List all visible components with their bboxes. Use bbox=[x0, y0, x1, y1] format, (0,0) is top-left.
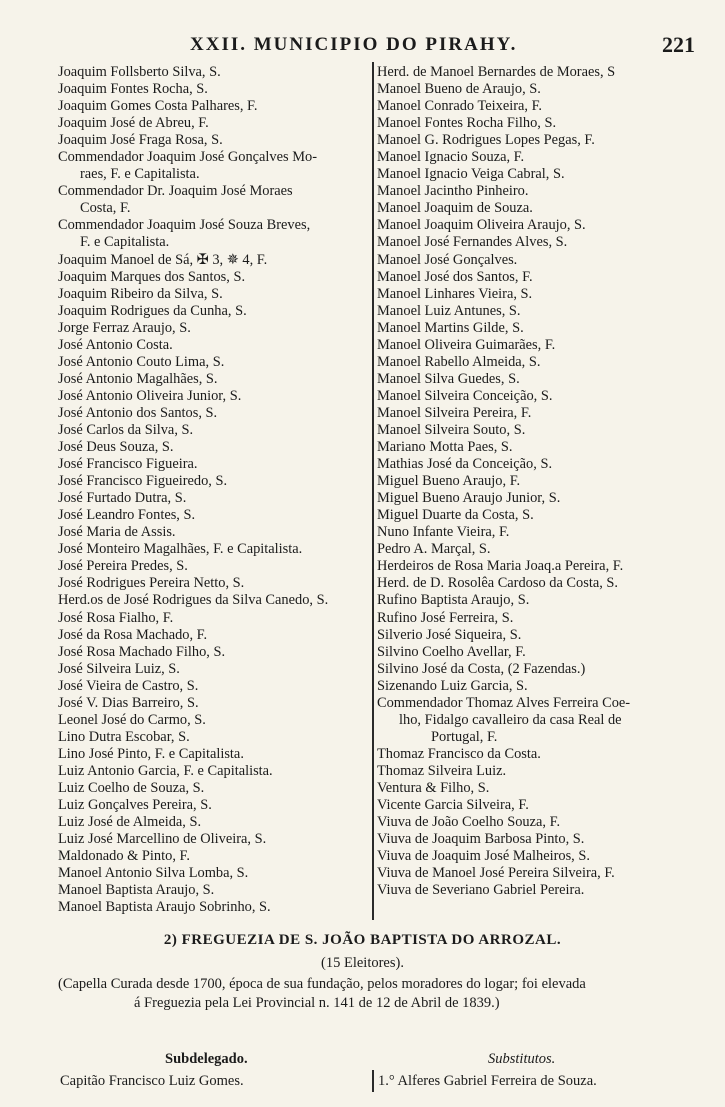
name-entry: Rufino Baptista Araujo, S. bbox=[377, 592, 530, 609]
name-entry: José Carlos da Silva, S. bbox=[58, 421, 194, 438]
name-entry: José Antonio dos Santos, S. bbox=[58, 404, 218, 421]
electors-count: (15 Eleitores). bbox=[321, 955, 404, 971]
name-entry: José Rodrigues Pereira Netto, S. bbox=[58, 575, 245, 592]
name-entry: Manoel Bueno de Araujo, S. bbox=[377, 81, 541, 98]
name-entry: Joaquim José Fraga Rosa, S. bbox=[58, 132, 223, 149]
name-entry: Manoel Jacintho Pinheiro. bbox=[377, 183, 529, 200]
name-entry: Manoel Oliveira Guimarães, F. bbox=[377, 336, 556, 353]
name-entry: Lino José Pinto, F. e Capitalista. bbox=[58, 745, 244, 762]
name-entry: Manoel Luiz Antunes, S. bbox=[377, 302, 521, 319]
name-entry: Manoel Ignacio Veiga Cabral, S. bbox=[377, 166, 565, 183]
name-entry: Manoel Baptista Araujo, S. bbox=[58, 882, 215, 899]
name-entry: Joaquim Manoel de Sá, ✠ 3, ✵ 4, F. bbox=[58, 251, 268, 268]
name-entry: Joaquim Fontes Rocha, S. bbox=[58, 81, 208, 98]
name-entry: Ventura & Filho, S. bbox=[377, 779, 490, 796]
name-entry: Silvino José da Costa, (2 Fazendas.) bbox=[377, 660, 586, 677]
name-entry: F. e Capitalista. bbox=[80, 234, 170, 251]
name-entry: Miguel Duarte da Costa, S. bbox=[377, 507, 534, 524]
name-entry: Herd. de Manoel Bernardes de Moraes, S bbox=[377, 64, 616, 80]
name-entry: José Monteiro Magalhães, F. e Capitalista. bbox=[58, 541, 303, 558]
name-entry: Portugal, F. bbox=[431, 728, 498, 745]
name-entry: Nuno Infante Vieira, F. bbox=[377, 524, 510, 541]
name-entry: Joaquim Ribeiro da Silva, S. bbox=[58, 285, 223, 302]
name-entry: José Francisco Figueiredo, S. bbox=[58, 473, 228, 490]
name-entry: José Antonio Costa. bbox=[58, 336, 173, 353]
name-entry: Manoel Fontes Rocha Filho, S. bbox=[377, 115, 557, 132]
name-entry: Commendador Joaquim José Gonçalves Mo- bbox=[58, 149, 317, 166]
name-entry: José Rosa Machado Filho, S. bbox=[58, 643, 226, 660]
name-entry: Joaquim Follsberto Silva, S. bbox=[58, 64, 221, 80]
subdelegado-name: Capitão Francisco Luiz Gomes. bbox=[60, 1073, 244, 1089]
name-entry: Manoel Baptista Araujo Sobrinho, S. bbox=[58, 899, 271, 916]
name-entry: Commendador Joaquim José Souza Breves, bbox=[58, 217, 311, 234]
name-entry: Manoel Antonio Silva Lomba, S. bbox=[58, 865, 249, 882]
name-entry: Manoel Rabello Almeida, S. bbox=[377, 353, 541, 370]
name-entry: José Antonio Oliveira Junior, S. bbox=[58, 387, 242, 404]
name-entry: Herd.os de José Rodrigues da Silva Canedo, S. bbox=[58, 592, 329, 609]
header-title: XXII. MUNICIPIO DO PIRAHY. bbox=[190, 34, 518, 55]
name-entry: Luiz José de Almeida, S. bbox=[58, 814, 202, 831]
name-entry: Manoel Martins Gilde, S. bbox=[377, 319, 524, 336]
name-entry: Manoel José dos Santos, F. bbox=[377, 268, 533, 285]
name-entry: José Pereira Predes, S. bbox=[58, 558, 188, 575]
name-entry: Mathias José da Conceição, S. bbox=[377, 456, 553, 473]
name-entry: Viuva de Severiano Gabriel Pereira. bbox=[377, 882, 585, 899]
name-entry: José Furtado Dutra, S. bbox=[58, 490, 187, 507]
name-entry: Manoel Silveira Pereira, F. bbox=[377, 404, 532, 421]
name-entry: Joaquim Rodrigues da Cunha, S. bbox=[58, 302, 247, 319]
name-entry: Vicente Garcia Silveira, F. bbox=[377, 797, 529, 814]
name-entry: Viuva de Joaquim José Malheiros, S. bbox=[377, 848, 590, 865]
name-entry: Manoel G. Rodrigues Lopes Pegas, F. bbox=[377, 132, 595, 149]
parish-description bbox=[58, 975, 698, 1013]
name-entry: José da Rosa Machado, F. bbox=[58, 626, 208, 643]
description-line: (Capella Curada desde 1700, época de sua fundação, pelos moradores do logar; foi elevada bbox=[58, 976, 586, 992]
name-entry: Thomaz Silveira Luiz. bbox=[377, 762, 507, 779]
name-entry: Joaquim José de Abreu, F. bbox=[58, 115, 209, 132]
subdelegado-label: Subdelegado. bbox=[165, 1051, 248, 1067]
name-entry: José V. Dias Barreiro, S. bbox=[58, 694, 199, 711]
name-entry: José Francisco Figueira. bbox=[58, 456, 198, 473]
name-entry: Silvino Coelho Avellar, F. bbox=[377, 643, 526, 660]
name-entry: Manoel Conrado Teixeira, F. bbox=[377, 98, 543, 115]
page-number: 221 bbox=[662, 32, 695, 57]
name-entry: José Deus Souza, S. bbox=[58, 439, 174, 456]
name-entry: Manoel Ignacio Souza, F. bbox=[377, 149, 525, 166]
name-entry: José Antonio Magalhães, S. bbox=[58, 370, 218, 387]
name-entry: raes, F. e Capitalista. bbox=[80, 166, 200, 183]
column-divider bbox=[372, 62, 374, 920]
name-entry: Herdeiros de Rosa Maria Joaq.a Pereira, F. bbox=[377, 558, 624, 575]
name-entry: Luiz José Marcellino de Oliveira, S. bbox=[58, 831, 267, 848]
right-name-column bbox=[377, 64, 697, 899]
name-entry: Luiz Coelho de Souza, S. bbox=[58, 779, 205, 796]
name-entry: Viuva de Manoel José Pereira Silveira, F. bbox=[377, 865, 615, 882]
name-entry: Manoel Silveira Conceição, S. bbox=[377, 387, 553, 404]
name-entry: Viuva de Joaquim Barbosa Pinto, S. bbox=[377, 831, 585, 848]
section-heading: 2) FREGUEZIA DE S. JOÃO BAPTISTA DO ARROZAL. bbox=[163, 932, 562, 948]
name-entry: Miguel Bueno Araujo, F. bbox=[377, 473, 521, 490]
name-entry: Silverio José Siqueira, S. bbox=[377, 626, 522, 643]
name-entry: Manoel Linhares Vieira, S. bbox=[377, 285, 533, 302]
name-entry: Joaquim Gomes Costa Palhares, F. bbox=[58, 98, 258, 115]
name-entry: Manoel Silva Guedes, S. bbox=[377, 370, 520, 387]
name-entry: Manoel José Gonçalves. bbox=[377, 251, 518, 268]
substituto-name: 1.° Alferes Gabriel Ferreira de Souza. bbox=[378, 1073, 597, 1089]
name-entry: Thomaz Francisco da Costa. bbox=[377, 745, 541, 762]
name-entry: Viuva de João Coelho Souza, F. bbox=[377, 814, 561, 831]
name-entry: José Vieira de Castro, S. bbox=[58, 677, 199, 694]
signature-divider bbox=[372, 1070, 374, 1092]
name-entry: Manoel Silveira Souto, S. bbox=[377, 421, 526, 438]
name-entry: José Leandro Fontes, S. bbox=[58, 507, 196, 524]
description-line: á Freguezia pela Lei Provincial n. 141 de 12 de Abril de 1839.) bbox=[134, 995, 500, 1011]
name-entry: José Antonio Couto Lima, S. bbox=[58, 353, 225, 370]
name-entry: Pedro A. Marçal, S. bbox=[377, 541, 491, 558]
name-entry: Manoel Joaquim Oliveira Araujo, S. bbox=[377, 217, 586, 234]
name-entry: Costa, F. bbox=[80, 200, 131, 217]
name-entry: Commendador Dr. Joaquim José Moraes bbox=[58, 183, 293, 200]
substitutos-label: Substitutos. bbox=[488, 1051, 556, 1067]
name-entry: Manoel José Fernandes Alves, S. bbox=[377, 234, 568, 251]
name-entry: Rufino José Ferreira, S. bbox=[377, 609, 514, 626]
name-entry: Jorge Ferraz Araujo, S. bbox=[58, 319, 191, 336]
name-entry: José Maria de Assis. bbox=[58, 524, 176, 541]
name-entry: José Silveira Luiz, S. bbox=[58, 660, 180, 677]
name-entry: Luiz Antonio Garcia, F. e Capitalista. bbox=[58, 762, 273, 779]
name-entry: José Rosa Fialho, F. bbox=[58, 609, 174, 626]
name-entry: Commendador Thomaz Alves Ferreira Coe- bbox=[377, 694, 631, 711]
name-entry: Sizenando Luiz Garcia, S. bbox=[377, 677, 528, 694]
name-entry: Lino Dutra Escobar, S. bbox=[58, 728, 190, 745]
name-entry: Joaquim Marques dos Santos, S. bbox=[58, 268, 246, 285]
name-entry: Maldonado & Pinto, F. bbox=[58, 848, 190, 865]
page-header bbox=[0, 30, 725, 60]
name-entry: lho, Fidalgo cavalleiro da casa Real de bbox=[399, 711, 622, 728]
name-entry: Manoel Joaquim de Souza. bbox=[377, 200, 533, 217]
name-entry: Luiz Gonçalves Pereira, S. bbox=[58, 797, 212, 814]
name-entry: Leonel José do Carmo, S. bbox=[58, 711, 206, 728]
name-entry: Herd. de D. Rosolêa Cardoso da Costa, S. bbox=[377, 575, 619, 592]
left-name-column bbox=[58, 64, 370, 916]
name-entry: Miguel Bueno Araujo Junior, S. bbox=[377, 490, 561, 507]
name-entry: Mariano Motta Paes, S. bbox=[377, 439, 513, 456]
